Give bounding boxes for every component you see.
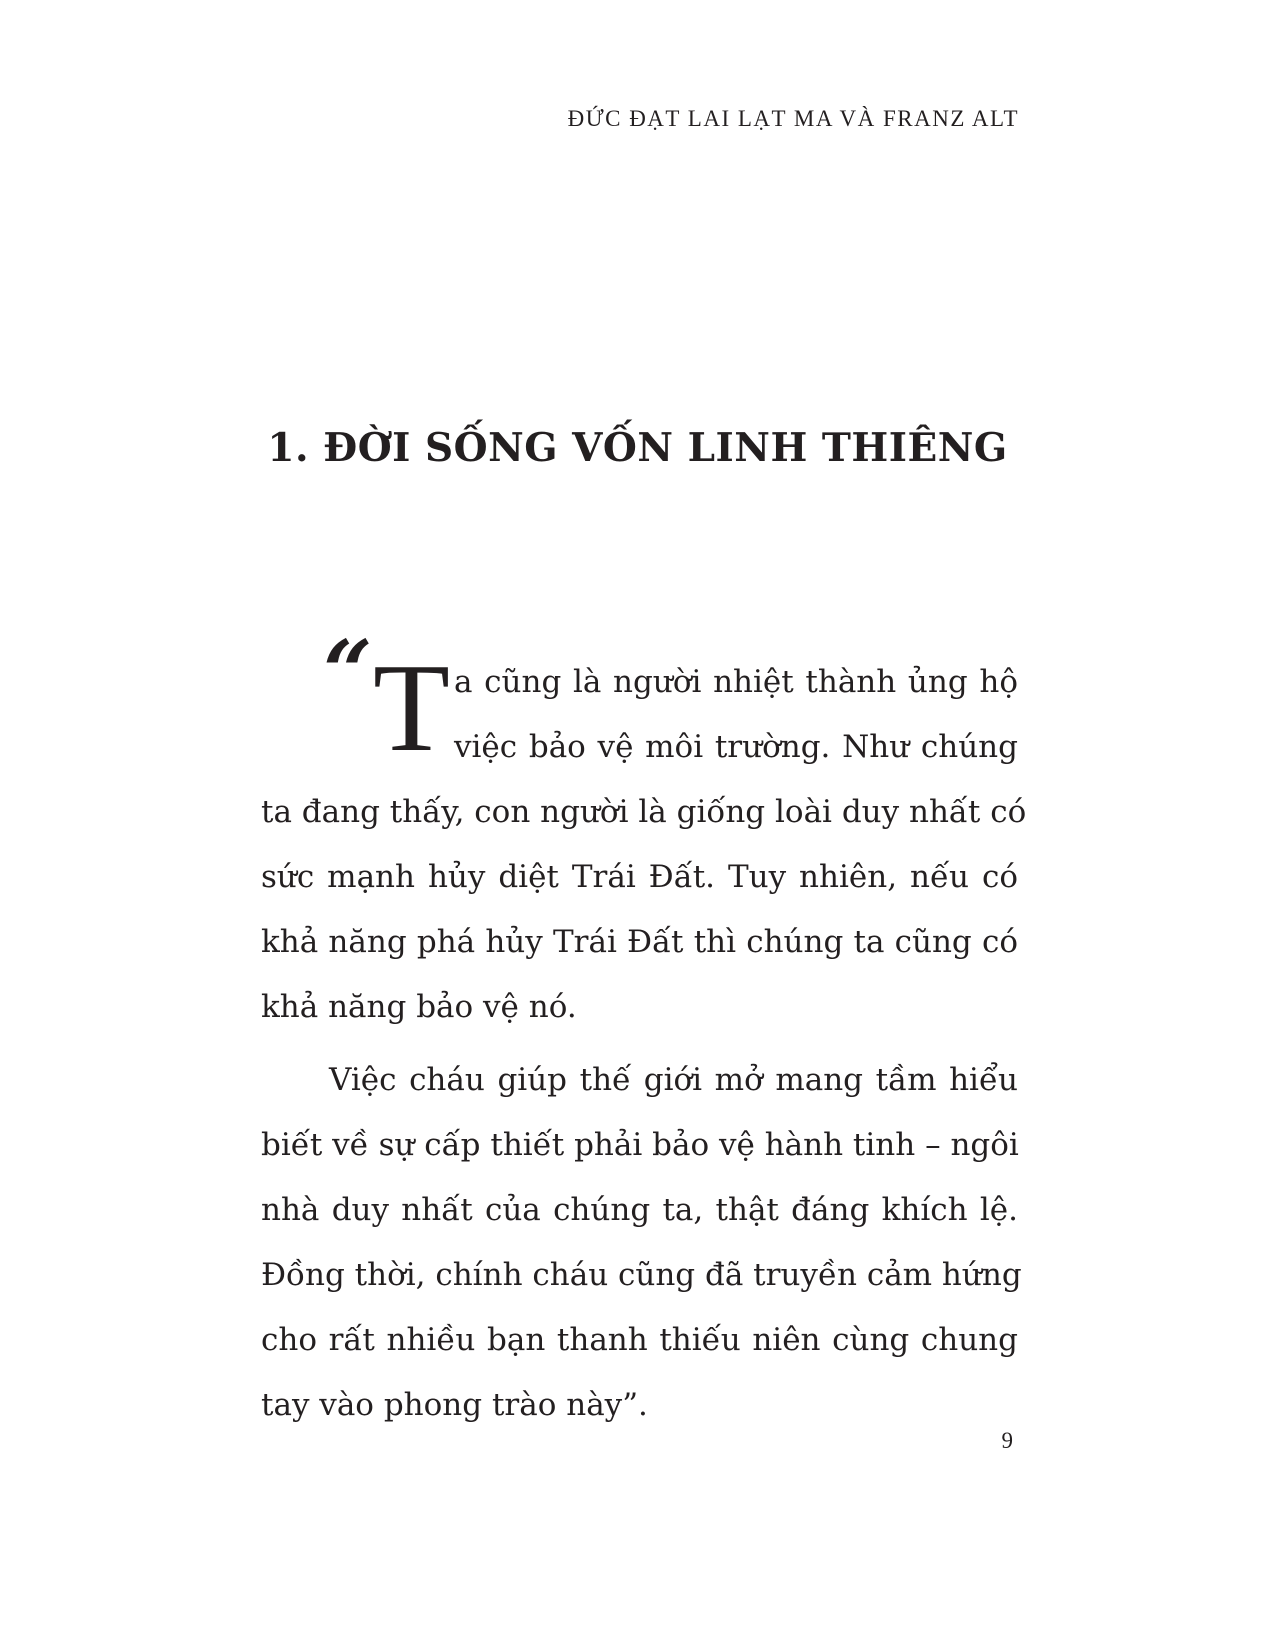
open-quote-mark: “: [323, 622, 373, 723]
text-line: cho rất nhiều bạn thanh thiếu niên cùng chung: [261, 1322, 1018, 1358]
text-line: biết về sự cấp thiết phải bảo vệ hành tinh – ngôi: [261, 1127, 1019, 1163]
text-line: ta đang thấy, con người là giống loài duy nhất có: [261, 794, 1027, 830]
text-line: Việc cháu giúp thế giới mở mang tầm hiểu: [329, 1062, 1018, 1098]
chapter-title: 1. ĐỜI SỐNG VỐN LINH THIÊNG: [267, 425, 1008, 471]
paragraph-2: [261, 1048, 1022, 1438]
body-text: [261, 622, 1027, 1438]
text-line: khả năng bảo vệ nó.: [261, 989, 577, 1025]
running-header: ĐỨC ĐẠT LAI LẠT MA VÀ FRANZ ALT: [567, 106, 1019, 131]
text-line: a cũng là người nhiệt thành ủng hộ: [454, 664, 1018, 700]
drop-cap-letter: T: [373, 639, 450, 778]
text-line: nhà duy nhất của chúng ta, thật đáng khích lệ.: [261, 1192, 1018, 1228]
text-line: tay vào phong trào này”.: [261, 1387, 648, 1423]
text-line: khả năng phá hủy Trái Đất thì chúng ta cũng có: [261, 924, 1018, 960]
paragraph-1: [261, 622, 1027, 1040]
text-line: Đồng thời, chính cháu cũng đã truyền cảm hứng: [261, 1257, 1022, 1293]
page-number: 9: [1001, 1428, 1013, 1453]
text-line: việc bảo vệ môi trường. Như chúng: [454, 729, 1018, 765]
text-line: sức mạnh hủy diệt Trái Đất. Tuy nhiên, nếu có: [261, 859, 1018, 895]
drop-cap: [323, 622, 454, 780]
